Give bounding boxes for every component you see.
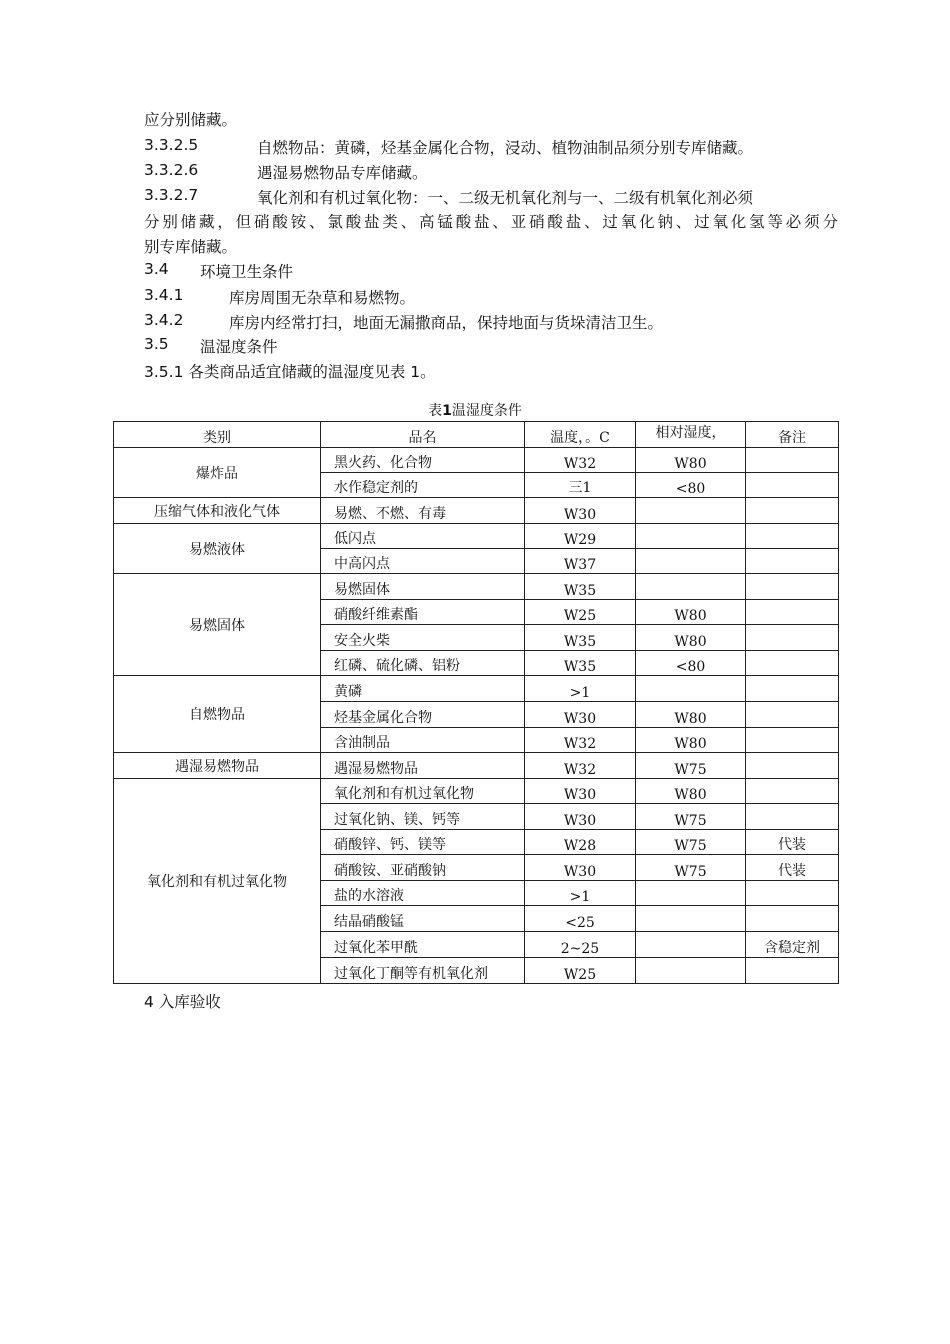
- table-row: [114, 498, 839, 524]
- cell-note: [746, 906, 839, 932]
- clause-3-4-1: [144, 286, 416, 307]
- cell-name: 盐的水溶液: [321, 881, 525, 906]
- cell-temperature: W32: [525, 448, 636, 473]
- cell-name: 水作稳定剂的: [321, 473, 525, 498]
- cell-note: [746, 549, 839, 574]
- clause-text: 遇湿易燃物品专库储藏。: [257, 164, 428, 182]
- clause-number: 3.4.1: [144, 286, 184, 304]
- cell-note: [746, 702, 839, 728]
- cell-humidity: W80: [636, 448, 746, 473]
- cell-humidity: W80: [636, 728, 746, 753]
- cell-temperature: W30: [525, 855, 636, 881]
- clause-text: 环境卫生条件: [200, 263, 294, 281]
- cell-name: 含油制品: [321, 728, 525, 753]
- cell-category: 遇湿易燃物品: [114, 753, 321, 779]
- cell-name: 过氧化钠、镁、钙等: [321, 804, 525, 830]
- cell-humidity: [636, 958, 746, 984]
- cell-note: [746, 498, 839, 524]
- paragraph-continuation: 应分别储藏。: [144, 111, 238, 129]
- header-temperature: 温度，。C: [525, 422, 636, 448]
- cell-name: 红磷、硫化磷、铝粉: [321, 651, 525, 676]
- section-3-4-heading: [144, 260, 294, 281]
- cell-note: [746, 676, 839, 702]
- cell-category: 易燃固体: [114, 574, 321, 676]
- clause-3-5-1: 3.5.1 各类商品适宜储藏的温湿度见表 1。: [144, 363, 436, 381]
- clause-3-3-2-7: [144, 186, 754, 207]
- clause-3-4-2: [144, 311, 664, 332]
- cell-category: 爆炸品: [114, 448, 321, 498]
- cell-name: 过氧化丁酮等有机氧化剂: [321, 958, 525, 984]
- clause-text: 库房内经常打扫，地面无漏撒商品，保持地面与货垛清洁卫生。: [229, 314, 664, 332]
- cell-humidity: W80: [636, 702, 746, 728]
- clause-3-3-2-5: [144, 136, 754, 157]
- table-header-row: [114, 422, 839, 448]
- cell-humidity: [636, 498, 746, 524]
- clause-number: 3.3.2.7: [144, 186, 199, 204]
- cell-temperature: W25: [525, 958, 636, 984]
- cell-name: 易燃固体: [321, 574, 525, 600]
- cell-note: 含稳定剂: [746, 932, 839, 958]
- cell-note: [746, 958, 839, 984]
- cell-name: 烃基金属化合物: [321, 702, 525, 728]
- cell-note: [746, 651, 839, 676]
- cell-temperature: W30: [525, 498, 636, 524]
- cell-name: 氧化剂和有机过氧化物: [321, 779, 525, 804]
- cell-temperature: W29: [525, 524, 636, 549]
- cell-temperature: W30: [525, 702, 636, 728]
- cell-humidity: W80: [636, 625, 746, 651]
- cell-temperature: 三1: [525, 473, 636, 498]
- clause-3-3-2-6: [144, 161, 428, 182]
- cell-name: 中高闪点: [321, 549, 525, 574]
- cell-name: 遇湿易燃物品: [321, 753, 525, 779]
- cell-humidity: W75: [636, 855, 746, 881]
- cell-note: [746, 753, 839, 779]
- clause-number: 3.3.2.5: [144, 136, 199, 154]
- cell-note: [746, 804, 839, 830]
- cell-category: 自燃物品: [114, 676, 321, 753]
- table-row: [114, 676, 839, 702]
- header-note: 备注: [746, 422, 839, 448]
- cell-humidity: [636, 676, 746, 702]
- cell-temperature: W30: [525, 804, 636, 830]
- cell-humidity: W75: [636, 753, 746, 779]
- clause-3-3-2-7-line3: 别专库储藏。: [144, 238, 238, 256]
- cell-name: 硝酸铵、亚硝酸钠: [321, 855, 525, 881]
- cell-temperature: W28: [525, 830, 636, 855]
- cell-humidity: [636, 906, 746, 932]
- cell-temperature: W32: [525, 728, 636, 753]
- section-4-heading: 4 入库验收: [144, 993, 221, 1011]
- cell-note: [746, 448, 839, 473]
- cell-name: 结晶硝酸锰: [321, 906, 525, 932]
- clause-number: 3.4: [144, 260, 169, 278]
- clause-number: 3.3.2.6: [144, 161, 199, 179]
- clause-3-3-2-7-line2: 分别储藏，但硝酸铵、氯酸盐类、高锰酸盐、亚硝酸盐、过氧化钠、过氧化氢等必须分: [144, 213, 838, 231]
- header-name: 品名: [321, 422, 525, 448]
- table-caption: 表1温湿度条件: [428, 403, 522, 419]
- cell-note: [746, 473, 839, 498]
- cell-name: 硝酸纤维素酯: [321, 600, 525, 625]
- cell-note: [746, 728, 839, 753]
- cell-name: 硝酸锌、钙、镁等: [321, 830, 525, 855]
- header-category: 类别: [114, 422, 321, 448]
- cell-temperature: W32: [525, 753, 636, 779]
- clause-text: 自燃物品：黄磷，烃基金属化合物，浸动、植物油制品须分别专库储藏。: [257, 139, 754, 157]
- cell-note: 代装: [746, 830, 839, 855]
- cell-humidity: W80: [636, 779, 746, 804]
- cell-name: 黄磷: [321, 676, 525, 702]
- cell-humidity: W80: [636, 600, 746, 625]
- clause-number: 3.5: [144, 335, 169, 353]
- cell-temperature: W30: [525, 779, 636, 804]
- cell-humidity: <80: [636, 473, 746, 498]
- cell-humidity: W75: [636, 804, 746, 830]
- header-humidity: 相对湿度，: [636, 422, 746, 448]
- cell-humidity: [636, 549, 746, 574]
- table-row: [114, 779, 839, 804]
- cell-temperature: >1: [525, 881, 636, 906]
- cell-category: 易燃液体: [114, 524, 321, 574]
- cell-name: 低闪点: [321, 524, 525, 549]
- cell-note: 代装: [746, 855, 839, 881]
- cell-note: [746, 600, 839, 625]
- cell-category: 氧化剂和有机过氧化物: [114, 779, 321, 984]
- section-3-5-heading: [144, 335, 278, 356]
- cell-temperature: W37: [525, 549, 636, 574]
- temperature-humidity-table: [113, 421, 839, 984]
- cell-note: [746, 779, 839, 804]
- cell-note: [746, 881, 839, 906]
- cell-temperature: W35: [525, 651, 636, 676]
- cell-humidity: [636, 574, 746, 600]
- cell-note: [746, 524, 839, 549]
- table-row: [114, 448, 839, 473]
- cell-category: 压缩气体和液化气体: [114, 498, 321, 524]
- cell-humidity: W75: [636, 830, 746, 855]
- cell-humidity: <80: [636, 651, 746, 676]
- cell-note: [746, 574, 839, 600]
- cell-humidity: [636, 932, 746, 958]
- cell-temperature: W35: [525, 574, 636, 600]
- cell-temperature: 2~25: [525, 932, 636, 958]
- table-row: [114, 524, 839, 549]
- cell-humidity: [636, 881, 746, 906]
- table-row: [114, 753, 839, 779]
- cell-name: 安全火柴: [321, 625, 525, 651]
- cell-temperature: W35: [525, 625, 636, 651]
- clause-number: 3.4.2: [144, 311, 184, 329]
- table-body: [114, 448, 839, 984]
- clause-text: 氧化剂和有机过氧化物：一、二级无机氧化剂与一、二级有机氧化剂必须: [257, 189, 754, 207]
- table-row: [114, 574, 839, 600]
- cell-name: 黑火药、化合物: [321, 448, 525, 473]
- cell-temperature: >1: [525, 676, 636, 702]
- cell-note: [746, 625, 839, 651]
- cell-name: 易燃、不燃、有毒: [321, 498, 525, 524]
- cell-name: 过氧化苯甲酰: [321, 932, 525, 958]
- cell-temperature: W25: [525, 600, 636, 625]
- cell-temperature: <25: [525, 906, 636, 932]
- clause-text: 温湿度条件: [200, 338, 278, 356]
- cell-humidity: [636, 524, 746, 549]
- clause-text: 库房周围无杂草和易燃物。: [229, 289, 416, 307]
